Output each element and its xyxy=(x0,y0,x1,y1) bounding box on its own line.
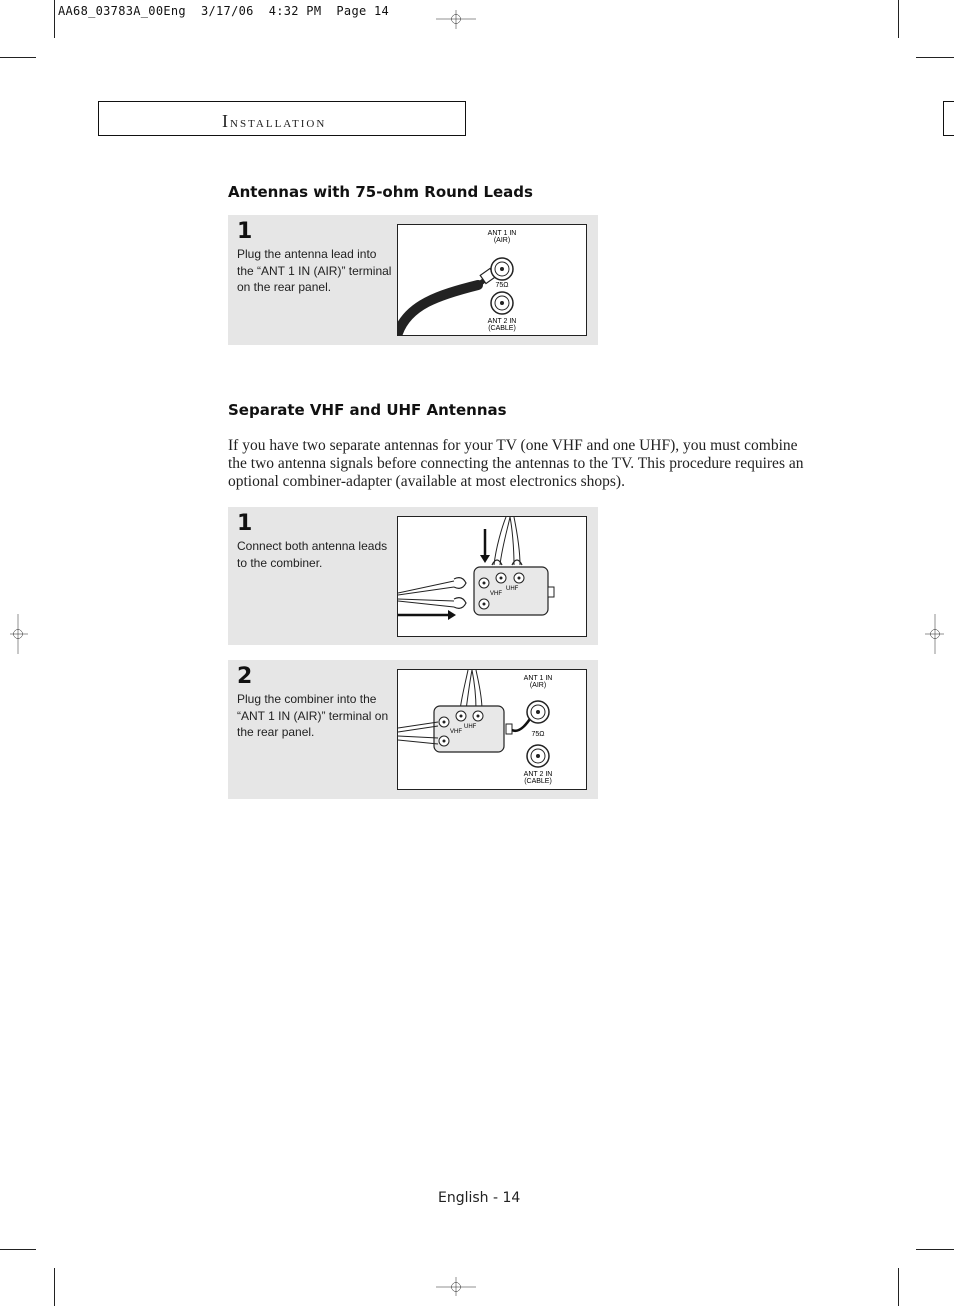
vhf-label: VHF xyxy=(490,591,502,597)
ohm-label: 75Ω xyxy=(531,731,545,738)
illustration-combiner-panel xyxy=(397,669,587,790)
printer-slug: AA68_03783A_00Eng 3/17/06 4:32 PM Page 14 xyxy=(58,4,390,18)
crop-mark xyxy=(916,57,954,58)
step-card-vhf-uhf-2 xyxy=(228,660,598,799)
uhf-label: UHF xyxy=(506,586,519,592)
section-header xyxy=(98,101,466,136)
section-heading-vhf-uhf: Separate VHF and UHF Antennas xyxy=(228,401,507,419)
crop-mark xyxy=(0,1249,36,1250)
ant2-sub-label: (CABLE) xyxy=(524,778,552,785)
ohm-label: 75Ω xyxy=(495,282,509,289)
ant2-label: ANT 2 IN xyxy=(523,771,553,778)
step-card-vhf-uhf-1 xyxy=(228,507,598,645)
ant1-label: ANT 1 IN xyxy=(523,675,553,682)
section-title: Installation xyxy=(222,111,327,131)
step-text: Connect both antenna leads to the combiner. xyxy=(237,539,388,570)
step-number: 1 xyxy=(237,511,253,536)
step-text: Plug the antenna lead into the “ANT 1 IN (AIR)” terminal on the rear panel. xyxy=(237,247,392,294)
section-heading-75ohm: Antennas with 75-ohm Round Leads xyxy=(228,183,533,201)
crop-mark xyxy=(898,1268,899,1306)
ant1-sub-label: (AIR) xyxy=(493,237,511,244)
registration-mark-icon xyxy=(914,614,954,654)
step-text: Plug the combiner into the “ANT 1 IN (AIR)” terminal on the rear panel. xyxy=(237,692,389,739)
ant1-label: ANT 1 IN xyxy=(487,230,517,237)
registration-mark-icon xyxy=(0,614,40,654)
ant2-label: ANT 2 IN xyxy=(487,318,517,325)
crop-mark xyxy=(0,57,36,58)
ant1-sub-label: (AIR) xyxy=(529,682,547,689)
antenna-cable-icon xyxy=(398,285,478,333)
page-edge-tab xyxy=(943,101,954,136)
step-number: 1 xyxy=(237,219,253,244)
crop-mark xyxy=(54,1268,55,1306)
illustration-antenna-lead xyxy=(397,224,587,336)
page-footer: English - 14 xyxy=(438,1190,521,1206)
crop-mark xyxy=(898,0,899,38)
intro-paragraph: If you have two separate antennas for your TV (one VHF and one UHF), you must combine the two antenna signals before connecting the antennas to the TV. This procedure requires an optional combiner-adapter (available at most electronics shops). xyxy=(228,437,804,490)
arrow-down-icon xyxy=(480,555,490,563)
crop-mark xyxy=(54,0,55,38)
illustration-combiner-connect xyxy=(397,516,587,637)
crop-mark xyxy=(916,1249,954,1250)
step-card-75ohm-1 xyxy=(228,215,598,345)
registration-mark-icon xyxy=(436,1266,476,1306)
registration-mark-icon xyxy=(436,0,476,40)
uhf-label: UHF xyxy=(464,724,477,730)
arrow-right-icon xyxy=(448,610,456,620)
step-number: 2 xyxy=(237,664,253,689)
vhf-label: VHF xyxy=(450,729,462,735)
ant2-sub-label: (CABLE) xyxy=(488,325,516,332)
